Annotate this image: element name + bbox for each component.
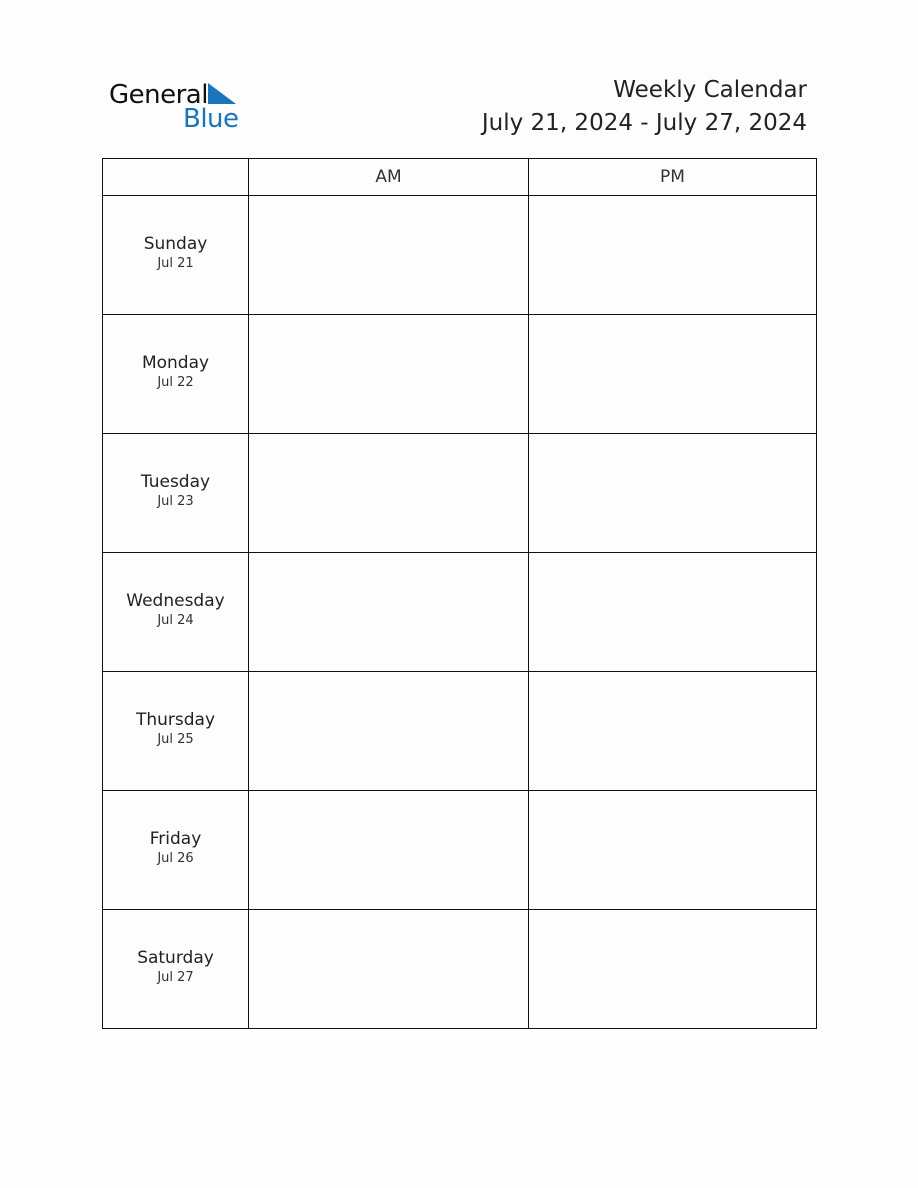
pm-cell[interactable] <box>529 315 817 434</box>
day-date: Jul 27 <box>157 970 194 985</box>
day-name: Tuesday <box>140 472 211 492</box>
table-row-tuesday <box>103 434 817 553</box>
header <box>482 74 807 140</box>
logo-text-blue: Blue <box>183 104 239 134</box>
logo-text-general: General <box>109 80 208 110</box>
day-name: Saturday <box>137 948 214 968</box>
pm-cell[interactable] <box>529 672 817 791</box>
am-cell[interactable] <box>249 791 529 910</box>
logo-triangle-icon <box>208 83 236 104</box>
table-header-row <box>103 159 817 196</box>
day-date: Jul 22 <box>157 375 194 390</box>
weekly-calendar-table <box>102 158 817 1029</box>
day-label-cell <box>103 196 249 315</box>
day-date: Jul 21 <box>157 256 194 271</box>
day-label-cell <box>103 672 249 791</box>
table-row-friday <box>103 791 817 910</box>
day-date: Jul 25 <box>157 732 194 747</box>
day-label-cell <box>103 791 249 910</box>
pm-cell[interactable] <box>529 791 817 910</box>
pm-cell[interactable] <box>529 434 817 553</box>
day-name: Friday <box>149 829 202 849</box>
pm-cell[interactable] <box>529 196 817 315</box>
am-cell[interactable] <box>249 553 529 672</box>
day-date: Jul 23 <box>157 494 194 509</box>
day-name: Thursday <box>135 710 216 730</box>
day-label-cell <box>103 434 249 553</box>
general-blue-logo <box>109 78 249 134</box>
day-name: Wednesday <box>126 591 225 611</box>
am-cell[interactable] <box>249 315 529 434</box>
day-label-cell <box>103 315 249 434</box>
day-name: Monday <box>141 353 210 373</box>
table-row-thursday <box>103 672 817 791</box>
day-label-cell <box>103 553 249 672</box>
table-row-saturday <box>103 910 817 1029</box>
header-am: AM <box>249 159 529 196</box>
table-row-wednesday <box>103 553 817 672</box>
date-range: July 21, 2024 - July 27, 2024 <box>481 110 807 136</box>
header-corner-cell <box>103 159 249 196</box>
day-date: Jul 26 <box>157 851 194 866</box>
am-cell[interactable] <box>249 672 529 791</box>
table-row-sunday <box>103 196 817 315</box>
header-pm: PM <box>529 159 817 196</box>
am-cell[interactable] <box>249 434 529 553</box>
am-cell[interactable] <box>249 910 529 1029</box>
am-cell[interactable] <box>249 196 529 315</box>
day-date: Jul 24 <box>157 613 194 628</box>
day-name: Sunday <box>143 234 208 254</box>
pm-cell[interactable] <box>529 910 817 1029</box>
table-row-monday <box>103 315 817 434</box>
pm-cell[interactable] <box>529 553 817 672</box>
day-label-cell <box>103 910 249 1029</box>
page-title: Weekly Calendar <box>613 77 807 103</box>
